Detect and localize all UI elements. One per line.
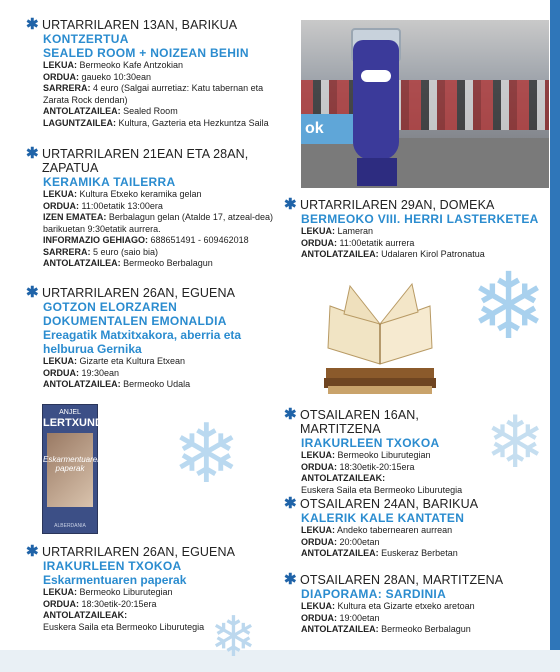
detail-value: 4 euro (Salgai aurretiaz: Katu tabernan eta Zarata Rock dendan) bbox=[43, 83, 264, 105]
detail-label: LEKUA: bbox=[301, 226, 335, 236]
bullet-star-icon: ✱ bbox=[26, 284, 39, 301]
detail-label: LEKUA: bbox=[301, 450, 335, 460]
race-mascot-photo bbox=[301, 20, 549, 188]
detail-value: Bermeoko Berbalagun bbox=[378, 624, 471, 634]
event-detail bbox=[43, 356, 258, 368]
event-detail bbox=[43, 189, 278, 201]
event-title: BERMEOKO VIII. HERRI LASTERKETEA bbox=[301, 212, 539, 226]
detail-value: Bermeoko Berbalagun bbox=[120, 258, 213, 268]
event-street-singing bbox=[284, 495, 521, 560]
detail-value: 5 euro (saio bia) bbox=[90, 246, 159, 257]
detail-value: 18:30etik-20:15era bbox=[79, 598, 157, 609]
event-documentary bbox=[26, 284, 258, 391]
detail-value: gaueko 10:30ean bbox=[79, 71, 152, 82]
event-title: KERAMIKA TAILERRA bbox=[43, 175, 176, 189]
detail-label: ANTOLATZAILEA: bbox=[301, 624, 379, 634]
mascot-body bbox=[353, 40, 399, 160]
event-date: URTARRILAREN 21EAN ETA 28AN, ZAPATUA bbox=[42, 147, 249, 175]
book-author: ANJEL bbox=[59, 409, 81, 416]
detail-value: Udalaren Kirol Patronatua bbox=[378, 249, 485, 259]
page-edge-strip bbox=[550, 0, 560, 650]
sponsor-banner: ok bbox=[301, 114, 353, 144]
detail-label: ORDUA: bbox=[43, 71, 79, 82]
book-publisher: ALBERDANIA bbox=[54, 523, 86, 529]
event-detail bbox=[301, 525, 521, 537]
detail-label: LEKUA: bbox=[301, 601, 335, 611]
detail-value: Bermeoko Liburutegian bbox=[335, 450, 431, 460]
detail-label: ANTOLATZAILEAK: bbox=[43, 610, 128, 620]
event-title: GOTZON ELORZAREN DOKUMENTALEN EMONALDIA bbox=[43, 300, 227, 328]
event-detail bbox=[301, 249, 546, 261]
detail-label: ORDUA: bbox=[301, 237, 337, 248]
event-detail bbox=[43, 622, 273, 634]
event-title: SEALED ROOM + NOIZEAN BEHIN bbox=[43, 46, 249, 60]
event-date: OTSAILAREN 24AN, BARIKUA bbox=[300, 497, 479, 511]
event-detail bbox=[301, 624, 536, 636]
detail-label: LEKUA: bbox=[43, 189, 77, 199]
event-reading-corner-feb bbox=[284, 406, 491, 496]
detail-value: Berbalagun gelan (Atalde 17, atzeal-dea) barikuetan 9:30etatik aurrera. bbox=[43, 212, 273, 234]
detail-label: IZEN EMATEA: bbox=[43, 212, 107, 222]
event-date: OTSAILAREN 28AN, MARTITZENA bbox=[300, 573, 504, 587]
event-date: URTARRILAREN 26AN, EGUENA bbox=[42, 286, 236, 300]
detail-label: ORDUA: bbox=[43, 367, 79, 378]
detail-value: Euskera Saila eta Bermeoko Liburutegia bbox=[301, 484, 463, 495]
bullet-star-icon: ✱ bbox=[284, 495, 297, 512]
event-detail bbox=[301, 473, 491, 485]
detail-value: 11:00etatik aurrera bbox=[337, 237, 415, 248]
event-title: IRAKURLEEN TXOKOA bbox=[43, 559, 182, 573]
detail-label: ORDUA: bbox=[301, 612, 337, 623]
mascot-eyes bbox=[361, 70, 391, 82]
detail-value: 11:00etatik 13:00era bbox=[79, 200, 163, 211]
event-detail bbox=[43, 235, 278, 247]
event-detail bbox=[43, 201, 278, 213]
ground-image bbox=[301, 138, 549, 188]
detail-value: Lameran bbox=[335, 226, 374, 236]
detail-value: Euskera Saila eta Bermeoko Liburutegia bbox=[43, 621, 205, 632]
detail-value: Andeko tabernearen aurrean bbox=[335, 525, 453, 535]
snowflake-icon: ❄ bbox=[485, 403, 546, 483]
detail-label: ANTOLATZAILEA: bbox=[43, 379, 121, 389]
detail-label: ANTOLATZAILEA: bbox=[43, 258, 121, 268]
detail-label: ORDUA: bbox=[301, 461, 337, 472]
event-detail bbox=[301, 485, 491, 497]
detail-label: ORDUA: bbox=[301, 536, 337, 547]
bullet-star-icon: ✱ bbox=[26, 543, 39, 560]
event-detail bbox=[43, 368, 258, 380]
event-detail bbox=[43, 83, 288, 106]
event-detail bbox=[43, 60, 288, 72]
detail-label: LEKUA: bbox=[43, 60, 77, 70]
detail-label: ANTOLATZAILEAK: bbox=[301, 473, 386, 483]
bullet-star-icon: ✱ bbox=[284, 196, 297, 213]
event-detail bbox=[43, 212, 278, 235]
detail-value: 688651491 - 609462018 bbox=[148, 235, 249, 245]
event-detail bbox=[43, 118, 288, 130]
detail-label: LEKUA: bbox=[43, 356, 77, 366]
event-reading-corner-jan bbox=[26, 543, 273, 633]
detail-label: INFORMAZIO GEHIAGO: bbox=[43, 235, 148, 245]
detail-label: ANTOLATZAILEA: bbox=[301, 548, 379, 558]
event-title: KALERIK KALE KANTATEN bbox=[301, 511, 465, 525]
detail-value: 19:00etan bbox=[337, 612, 380, 623]
bullet-star-icon: ✱ bbox=[284, 571, 297, 588]
event-detail bbox=[43, 379, 258, 391]
book-surname: LERTXUNDI bbox=[43, 417, 106, 429]
detail-value: 20:00etan bbox=[337, 536, 380, 547]
mascot-legs bbox=[357, 158, 397, 186]
event-ceramics-workshop bbox=[26, 145, 278, 270]
event-detail bbox=[301, 238, 546, 250]
event-subtitle: Ereagatik Matxitxakora, aberria eta helburua Gernika bbox=[43, 328, 242, 356]
detail-label: ANTOLATZAILEA: bbox=[301, 249, 379, 259]
book-title: Eskarmentuaren paperak bbox=[43, 455, 102, 473]
detail-label: LEKUA: bbox=[43, 587, 77, 597]
detail-label: ANTOLATZAILEA: bbox=[43, 106, 121, 116]
event-detail bbox=[301, 462, 491, 474]
detail-value: 18:30etik-20:15era bbox=[337, 461, 415, 472]
detail-value: Bermeoko Liburutegian bbox=[77, 587, 173, 597]
event-detail bbox=[301, 537, 521, 549]
event-date: OTSAILAREN 16AN, MARTITZENA bbox=[300, 408, 420, 436]
event-detail bbox=[43, 599, 273, 611]
book-cover-image bbox=[42, 404, 106, 534]
bullet-star-icon: ✱ bbox=[26, 145, 39, 162]
event-title: IRAKURLEEN TXOKOA bbox=[301, 436, 440, 450]
event-detail bbox=[43, 587, 273, 599]
event-detail bbox=[301, 613, 536, 625]
open-book-image bbox=[320, 278, 440, 396]
detail-label: ORDUA: bbox=[43, 200, 79, 211]
event-detail bbox=[301, 548, 521, 560]
snowflake-icon: ❄ bbox=[172, 409, 241, 500]
detail-value: Kultura, Gazteria eta Hezkuntza Saila bbox=[116, 117, 269, 128]
detail-value: Kultura eta Gizarte etxeko aretoan bbox=[335, 601, 475, 611]
detail-label: LAGUNTZAILEA: bbox=[43, 117, 116, 128]
bullet-star-icon: ✱ bbox=[284, 406, 297, 423]
detail-label: LEKUA: bbox=[301, 525, 335, 535]
detail-value: Sealed Room bbox=[120, 106, 178, 116]
event-detail bbox=[43, 247, 278, 259]
event-date: URTARRILAREN 26AN, EGUENA bbox=[42, 545, 236, 559]
event-detail bbox=[301, 226, 546, 238]
detail-label: SARRERA: bbox=[43, 83, 91, 93]
detail-value: Bermeoko Udala bbox=[120, 379, 191, 389]
bullet-star-icon: ✱ bbox=[26, 16, 39, 33]
event-detail bbox=[43, 258, 278, 270]
event-title: DIAPORAMA: SARDINIA bbox=[301, 587, 447, 601]
event-detail bbox=[43, 106, 288, 118]
event-date: URTARRILAREN 29AN, DOMEKA bbox=[300, 198, 495, 212]
snowflake-icon: ❄ bbox=[210, 605, 257, 668]
event-title: KONTZERTUA bbox=[43, 32, 129, 46]
event-detail bbox=[301, 601, 536, 613]
event-subtitle: Eskarmentuaren paperak bbox=[43, 573, 187, 587]
detail-label: ORDUA: bbox=[43, 598, 79, 609]
event-detail bbox=[43, 610, 273, 622]
event-detail bbox=[43, 72, 288, 84]
detail-value: Kultura Etxeko keramika gelan bbox=[77, 189, 202, 199]
event-popular-race bbox=[284, 196, 546, 261]
detail-value: 19:30ean bbox=[79, 367, 120, 378]
detail-value: Euskeraz Berbetan bbox=[378, 548, 458, 558]
detail-value: Gizarte eta Kultura Etxean bbox=[77, 356, 186, 366]
event-date: URTARRILAREN 13AN, BARIKUA bbox=[42, 18, 238, 32]
event-slideshow-sardinia bbox=[284, 571, 536, 636]
detail-label: SARRERA: bbox=[43, 246, 91, 257]
event-concert bbox=[26, 16, 288, 129]
detail-value: Bermeoko Kafe Antzokian bbox=[77, 60, 184, 70]
snowflake-icon: ❄ bbox=[470, 256, 548, 358]
event-detail bbox=[301, 450, 491, 462]
